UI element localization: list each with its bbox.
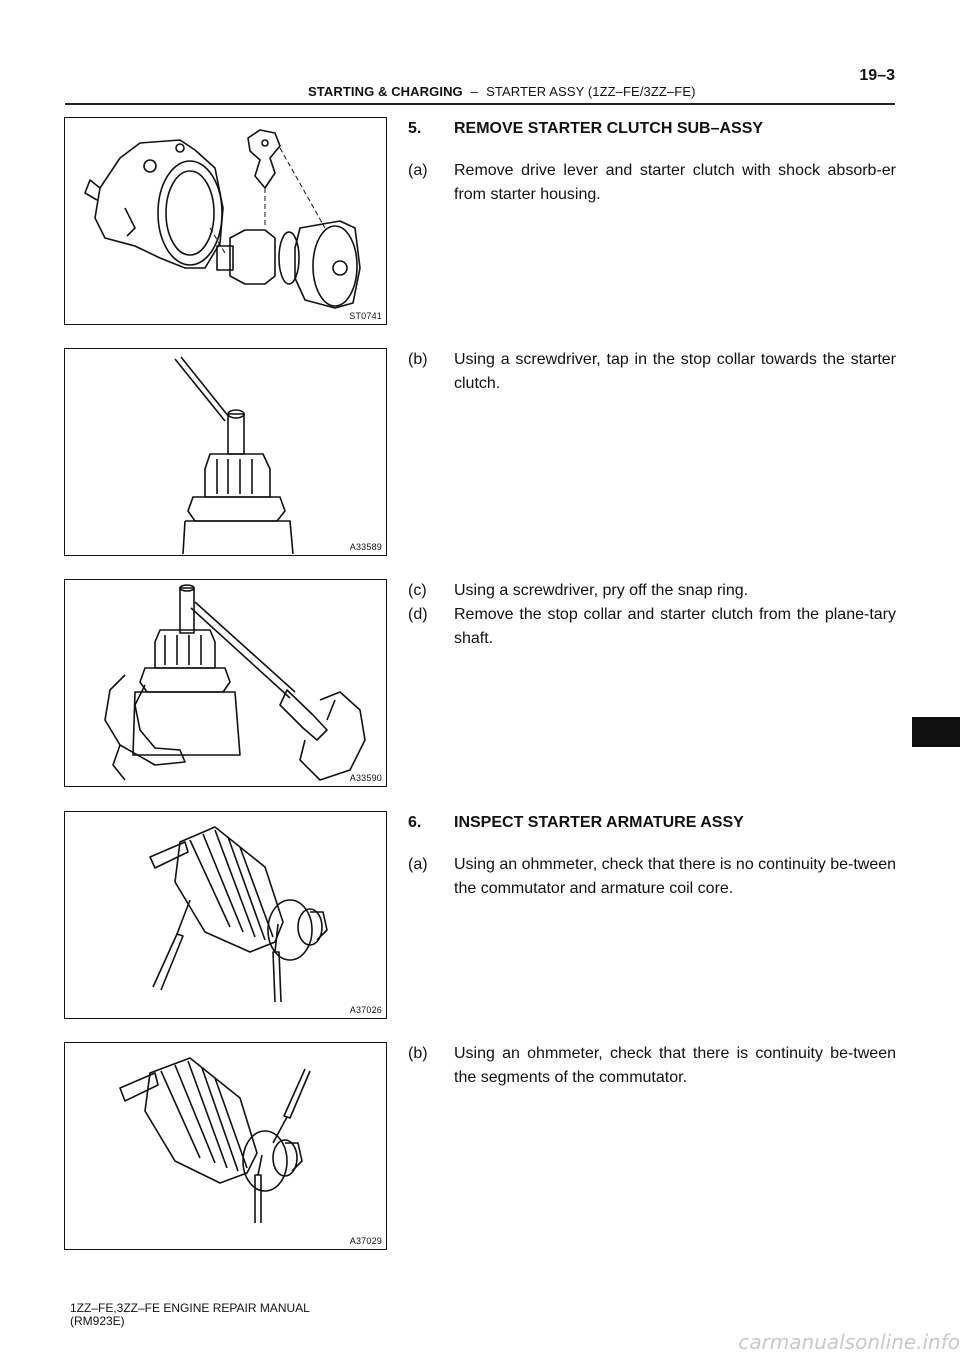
header-subsection: STARTER ASSY (1ZZ–FE/3ZZ–FE) xyxy=(486,84,696,99)
item-text: Remove drive lever and starter clutch with shock absorb-er from starter housing. xyxy=(454,162,896,203)
step-6-heading xyxy=(408,811,896,835)
step-title: INSPECT STARTER ARMATURE ASSY xyxy=(454,814,744,831)
figure-code: A33590 xyxy=(349,773,382,783)
figure-starter-housing xyxy=(64,117,387,325)
item-label: (a) xyxy=(408,162,428,179)
step-5-heading xyxy=(408,117,896,141)
item-text: Using a screwdriver, pry off the snap ring. xyxy=(454,582,749,599)
watermark: carmanualsonline.info xyxy=(738,1330,960,1354)
armature-continuity-illustration xyxy=(65,1043,385,1248)
header-separator: – xyxy=(470,84,479,99)
header-divider xyxy=(65,103,895,105)
figure-code: A33589 xyxy=(349,542,382,552)
figure-code: ST0741 xyxy=(349,311,382,321)
figure-pry-snap-ring xyxy=(64,579,387,787)
footer-manual-title: 1ZZ–FE,3ZZ–FE ENGINE REPAIR MANUAL xyxy=(70,1301,310,1315)
running-header xyxy=(308,84,696,99)
item-text: Using an ohmmeter, check that there is no continuity be-tween the commutator and armature coil core. xyxy=(454,856,897,897)
item-label: (c) xyxy=(408,582,427,599)
step-5a xyxy=(408,159,896,207)
step-number: 6. xyxy=(408,814,422,831)
figure-code: A37026 xyxy=(349,1005,382,1015)
item-label: (d) xyxy=(408,606,428,623)
item-label: (b) xyxy=(408,351,428,368)
item-label: (b) xyxy=(408,1045,428,1062)
step-number: 5. xyxy=(408,120,422,137)
step-6b xyxy=(408,1042,896,1090)
section-side-tab xyxy=(912,717,960,747)
item-label: (a) xyxy=(408,856,428,873)
item-text: Remove the stop collar and starter clutch from the plane-tary shaft. xyxy=(454,606,896,647)
page-number: 19–3 xyxy=(859,67,895,84)
armature-no-continuity-illustration xyxy=(65,812,385,1017)
item-text: Using a screwdriver, tap in the stop collar towards the starter clutch. xyxy=(454,351,896,392)
step-title: REMOVE STARTER CLUTCH SUB–ASSY xyxy=(454,120,764,137)
step-6a xyxy=(408,853,896,901)
step-5d xyxy=(408,603,896,651)
header-section-title: STARTING & CHARGING xyxy=(308,84,463,99)
footer-manual-code: (RM923E) xyxy=(70,1314,125,1328)
footer xyxy=(70,1302,310,1328)
step-5b xyxy=(408,348,896,396)
tap-stop-collar-illustration xyxy=(65,349,385,554)
figure-armature-no-continuity xyxy=(64,811,387,1019)
item-text: Using an ohmmeter, check that there is continuity be-tween the segments of the commutator. xyxy=(454,1045,896,1086)
step-5c xyxy=(408,579,896,603)
figure-armature-continuity xyxy=(64,1042,387,1250)
starter-housing-illustration xyxy=(65,118,385,323)
pry-snap-ring-illustration xyxy=(65,580,385,785)
figure-code: A37029 xyxy=(349,1236,382,1246)
figure-tap-stop-collar xyxy=(64,348,387,556)
